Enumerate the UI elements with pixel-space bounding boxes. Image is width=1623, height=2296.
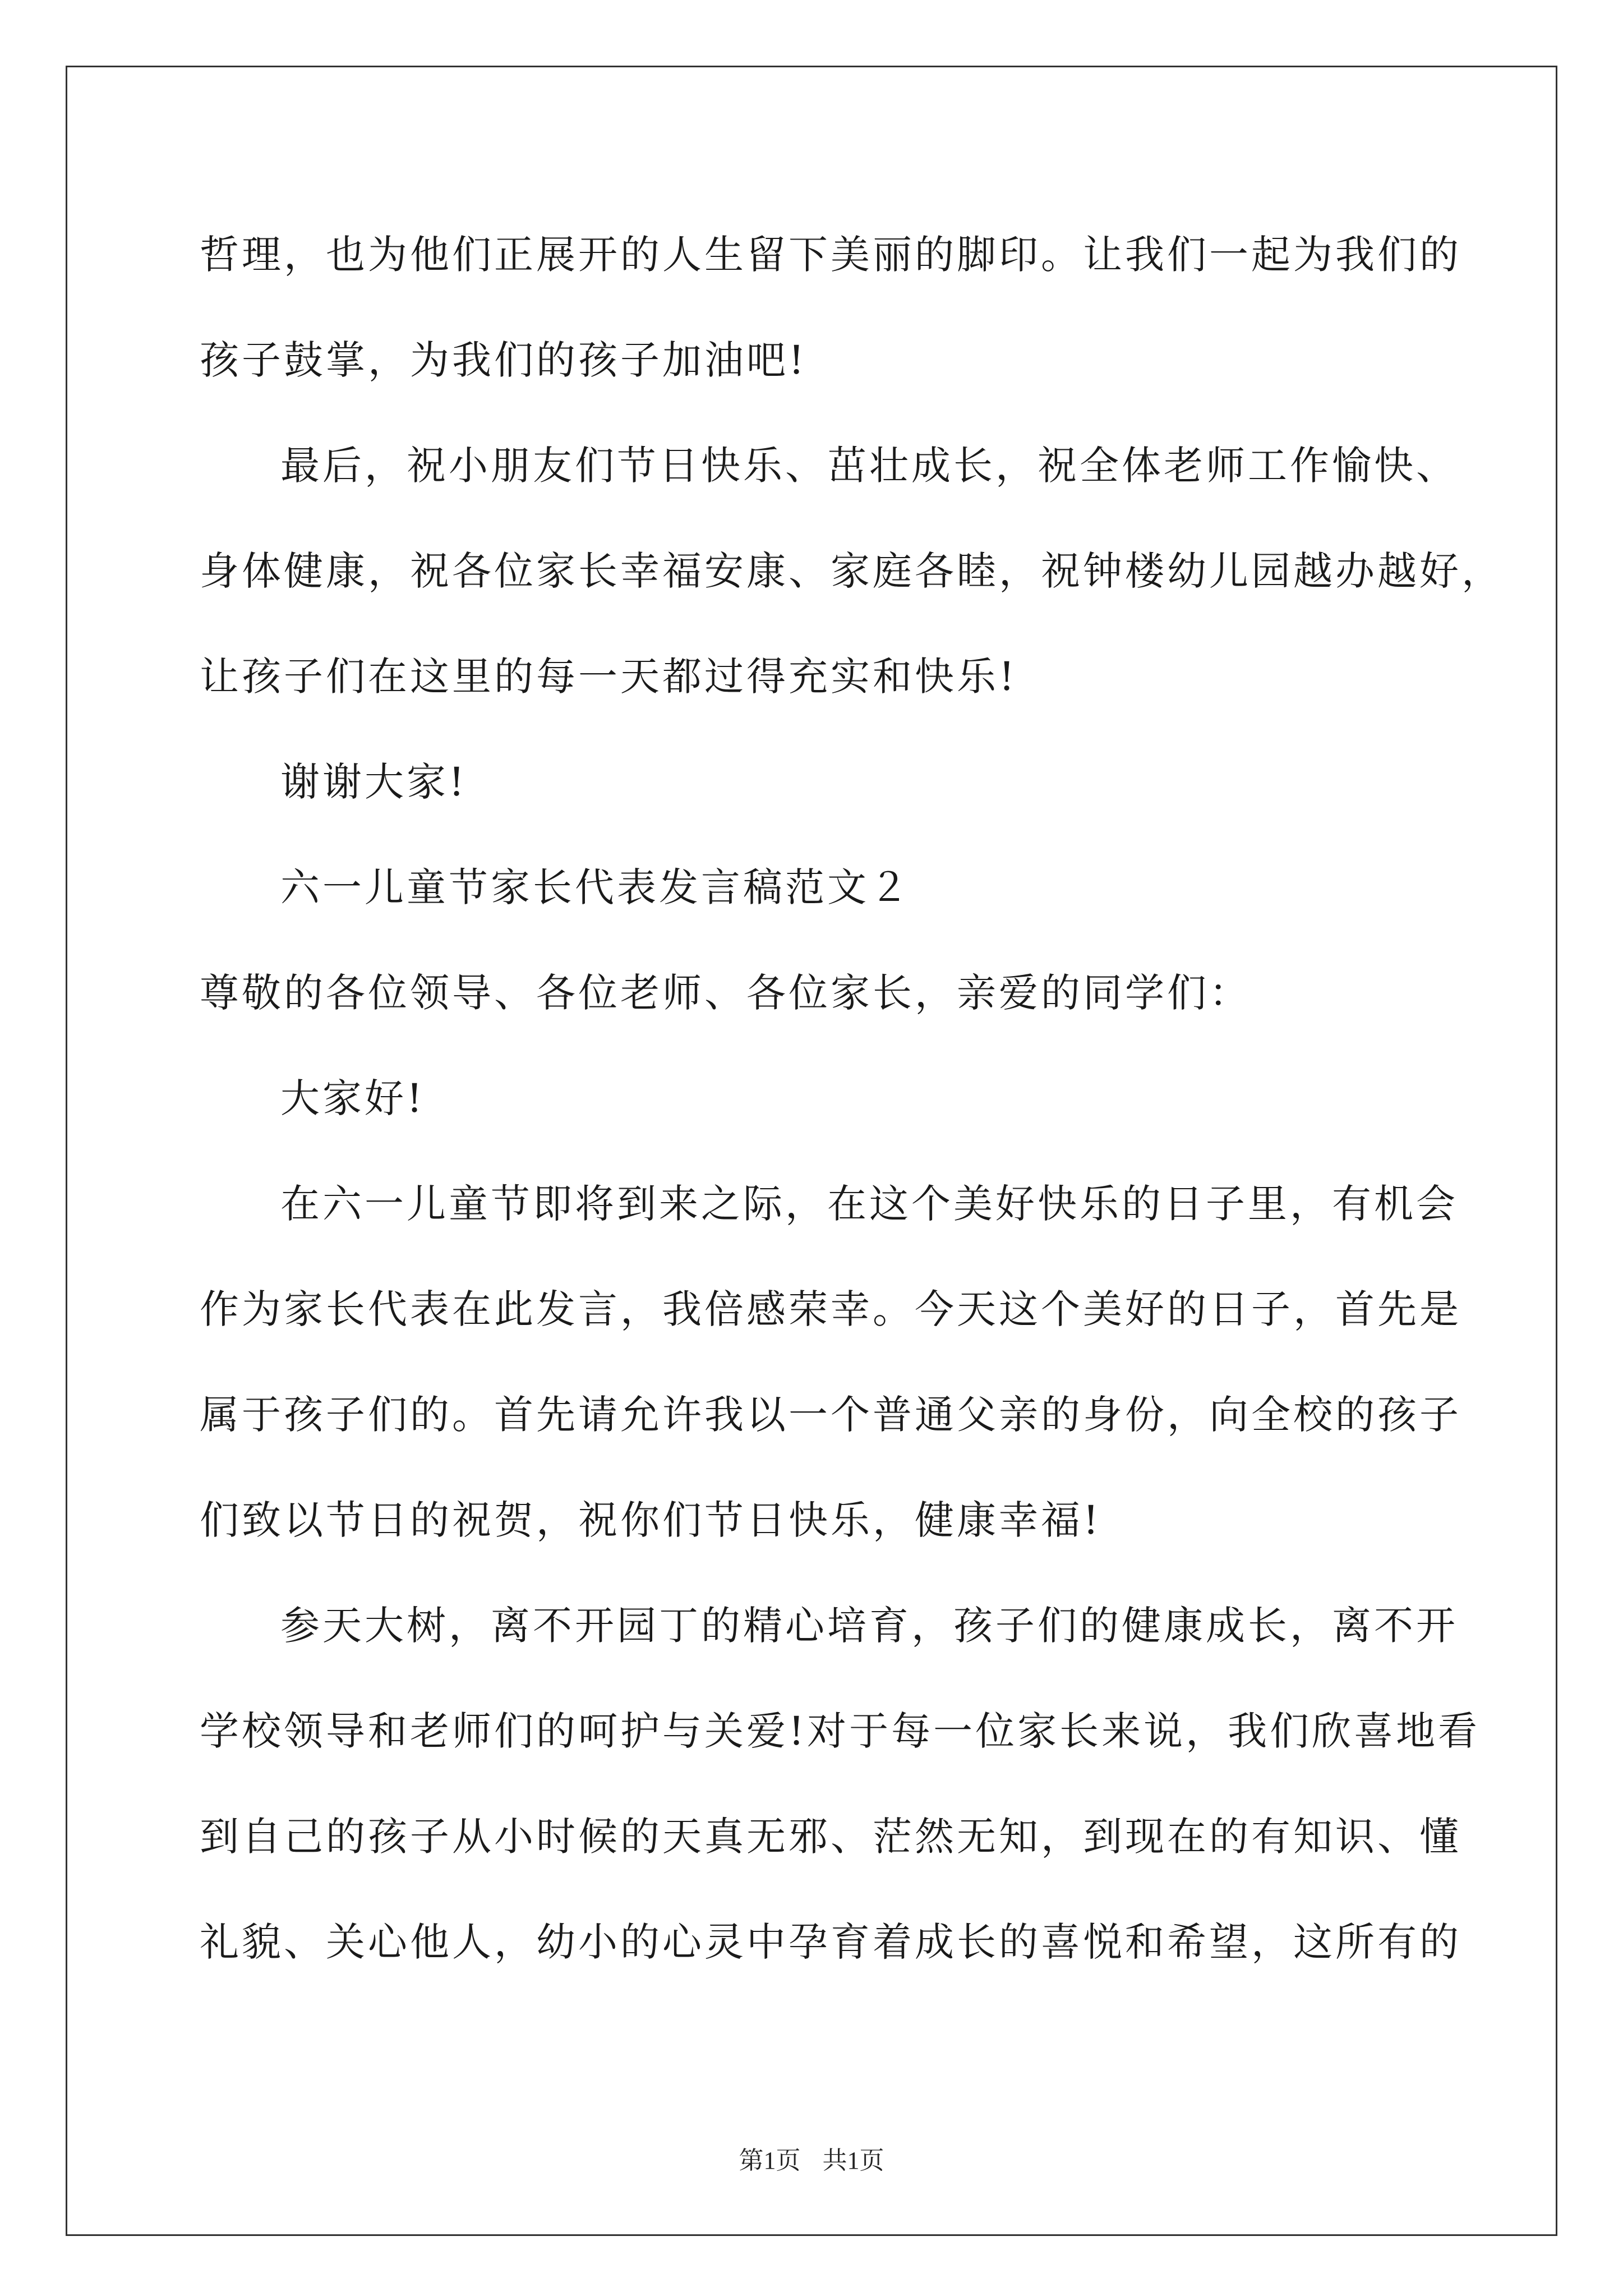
text-line: 谢谢大家! (280, 759, 468, 805)
text-line: 尊敬的各位领导、各位老师、各位家长，亲爱的同学们： (200, 970, 1251, 1016)
text-line: 到自己的孩子从小时候的天真无邪、茫然无知，到现在的有知识、懂 (200, 1814, 1461, 1860)
text-line: 大家好! (280, 1075, 426, 1121)
text-line: 孩子鼓掌，为我们的孩子加油吧! (200, 337, 808, 383)
page-number-current: 第1页 (739, 2147, 801, 2174)
text-line: 最后，祝小朋友们节日快乐、茁壮成长，祝全体老师工作愉快、 (280, 443, 1458, 489)
text-line: 们致以节日的祝贺，祝你们节日快乐，健康幸福! (200, 1497, 1102, 1543)
text-line: 哲理，也为他们正展开的人生留下美丽的脚印。让我们一起为我们的 (200, 232, 1461, 278)
page-footer (0, 2140, 1623, 2176)
text-line: 作为家长代表在此发言，我倍感荣幸。今天这个美好的日子，首先是 (200, 1286, 1461, 1332)
text-line: 身体健康，祝各位家长幸福安康、家庭各睦，祝钟楼幼儿园越办越好， (200, 548, 1504, 594)
text-line: 在六一儿童节即将到来之际，在这个美好快乐的日子里，有机会 (280, 1181, 1458, 1227)
text-line: 让孩子们在这里的每一天都过得充实和快乐! (200, 654, 1018, 700)
text-line: 学校领导和老师们的呵护与关爱!对于每一位家长来说，我们欣喜地看 (200, 1708, 1481, 1754)
page-number-total: 共1页 (822, 2147, 884, 2174)
document-body (200, 202, 1504, 1995)
text-line: 参天大树，离不开园丁的精心培育，孩子们的健康成长，离不开 (280, 1603, 1458, 1649)
text-line: 属于孩子们的。首先请允许我以一个普通父亲的身份，向全校的孩子 (200, 1392, 1461, 1438)
text-line: 六一儿童节家长代表发言稿范文２ (280, 864, 911, 910)
text-line: 礼貌、关心他人，幼小的心灵中孕育着成长的喜悦和希望，这所有的 (200, 1919, 1461, 1965)
